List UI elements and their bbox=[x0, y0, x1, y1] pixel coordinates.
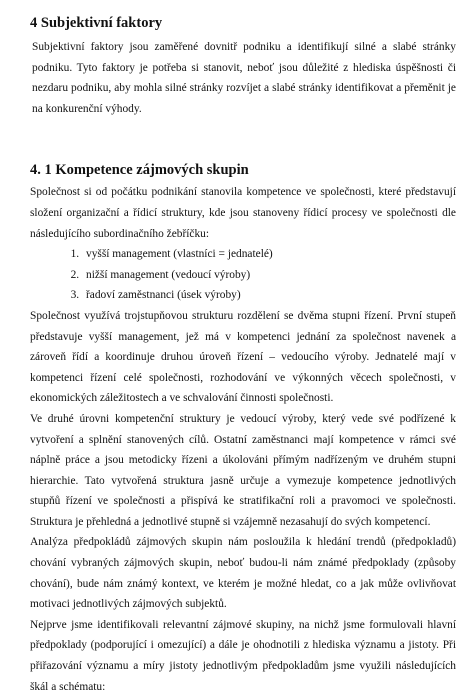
list-item: 2. nižší management (vedoucí výroby) bbox=[82, 265, 456, 286]
hierarchy-list bbox=[30, 244, 456, 306]
paragraph-method: Nejprve jsme identifikovali relevantní zájmové skupiny, na nichž jsme formulovali hlavní předpoklady (podporující i omezující) a dále je ohodnotili z hlediska významu a jistoty. Při přiřazování významu a míry jistoty jednotlivým předpokladům jsme využili následujících škál a schématu: bbox=[30, 618, 456, 693]
paragraph-competences: Společnost si od počátku podnikání stanovila kompetence ve společnosti, které představují složení organizační a řídicí struktury, kde jsou stanoveny řídicí procesy ve společnosti dle následujícího subordinačního žebříčku: bbox=[30, 186, 456, 240]
section-heading: 4 Subjektivní faktory bbox=[30, 15, 163, 31]
paragraph-second-level: Ve druhé úrovni kompetenční struktury je vedoucí výroby, který vede své podřízené k vytvoření a splnění stanovených cílů. Ostatní zaměstnanci mají kompetence v rámci své náplně práce a jsou metodicky řízeni a úkolováni přímým nadřízeným ve druhém stupni hierarchie. Tato vytvořená struktura jasně určuje a vymezuje kompetence jednotlivých stupňů řízení ve společnosti a přispívá ke stratifikační roli a pravomoci ve společnosti. Struktura je přehledná a jednotlivé stupně si vzájemně nezasahují do svých kompetencí. bbox=[30, 412, 456, 528]
list-item: 3. řadoví zaměstnanci (úsek výroby) bbox=[82, 285, 456, 306]
subsection-heading: 4. 1 Kompetence zájmových skupin bbox=[30, 162, 249, 179]
paragraph-structure: Společnost využívá trojstupňovou strukturu rozdělení se dvěma stupni řízení. První stupeň představuje vyšší management, jež má v kompetenci jednání za společnost navenek a zároveň řídí a koordinuje druhou úroveň řízení – vedoucího výroby. Jednatelé mají v kompetenci řízení celé společnosti, rozhodování ve výkonných věcech společnosti, v ekonomických záležitostech a ve schvalování činnosti společnosti. bbox=[30, 309, 456, 405]
paragraph-analysis: Analýza předpokládů zájmových skupin nám posloužila k hledání trendů (předpokladů) chování vybraných zájmových skupin, neboť budou-li nám známé předpoklady (způsoby chování), bude nám známý kontext, ve kterém je možné hledat, co a jak může ovlivňovat motivaci jednotlivých zájmových subjektů. bbox=[30, 536, 456, 611]
intro-paragraph: Subjektivní faktory jsou zaměřené dovnitř podniku a identifikují silné a slabé stránky podniku. Tyto faktory je potřeba si stanovit, neboť jsou důležité z hlediska úspěšnosti či nezdaru podniku, aby mohla silné stránky rozvíjet a slabé stránky identifikovat a přeměnit je na konkurenční výhody. bbox=[32, 41, 456, 115]
list-item: 1. vyšší management (vlastníci = jednatelé) bbox=[82, 244, 456, 265]
document-page bbox=[30, 14, 456, 697]
